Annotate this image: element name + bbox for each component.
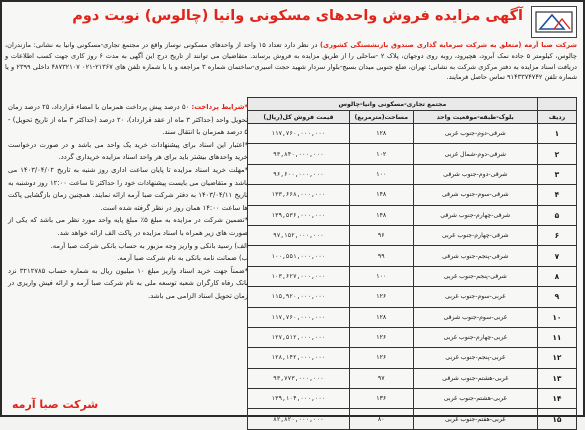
- row-number: ۸: [537, 266, 576, 286]
- table-row: [248, 307, 577, 327]
- row-number: ۱۵: [537, 409, 576, 429]
- row-area: ۱۰۲: [349, 144, 413, 164]
- row-area: ۱۴۸: [349, 205, 413, 225]
- row-area: ۱۰۰: [349, 266, 413, 286]
- row-location: غربی-سوم-جنوب شرقی: [413, 307, 537, 327]
- row-price: ۱۳۳,۶۶۸,۰۰۰,۰۰۰: [248, 185, 350, 205]
- row-number: ۱۳: [537, 368, 576, 388]
- row-price: ۱۳۹,۱۰۴,۰۰۰,۰۰۰: [248, 389, 350, 409]
- table-row: [248, 246, 577, 266]
- row-location: شرقی-چهارم-جنوب غربی: [413, 225, 537, 245]
- row-price: ۱۰۳,۶۲۷,۰۰۰,۰۰۰: [248, 266, 350, 286]
- table-row: [248, 266, 577, 286]
- row-area: ۱۰۰: [349, 164, 413, 184]
- row-price: ۸۲,۸۲۰,۰۰۰,۰۰۰: [248, 409, 350, 429]
- table-row: [248, 164, 577, 184]
- row-number: ۱۱: [537, 327, 576, 347]
- row-area: ۹۶: [349, 225, 413, 245]
- row-area: ۱۳۶: [349, 389, 413, 409]
- row-price: ۹۳,۸۴۰,۰۰۰,۰۰۰: [248, 144, 350, 164]
- row-area: ۱۲۸: [349, 307, 413, 327]
- row-location: غربی-سوم-جنوب غربی: [413, 287, 537, 307]
- row-number: ۱۴: [537, 389, 576, 409]
- row-number: ۷: [537, 246, 576, 266]
- col-price: قیمت فروش کل(ریال): [248, 111, 350, 124]
- company-name: شرکت صبا آرمه (متعلق به شرکت سرمایه گذاری صندوق بازنشستگی کشوری): [320, 41, 577, 49]
- row-location: شرقی-دوم-شمال غربی: [413, 144, 537, 164]
- condition-guarantee: *تضمین شرکت در مزایده به مبلغ ۵٪ مبلغ پایه واحد مورد نظر می باشد که یکی از صورت های زیر همراه با اسناد مزایده در پاکت الف ارائه خواهد شد.: [8, 216, 248, 237]
- row-number: ۱: [537, 124, 576, 144]
- notice-title: آگهی مزایده فروش واحدهای مسکونی وانیا (چالوس) نوبت دوم: [72, 8, 523, 24]
- row-price: ۱۱۵,۹۲۰,۰۰۰,۰۰۰: [248, 287, 350, 307]
- table-row: [248, 205, 577, 225]
- row-area: ۹۷: [349, 368, 413, 388]
- table-row: [248, 389, 577, 409]
- signature: شرکت صبا آرمه: [12, 398, 99, 411]
- table-row: [248, 225, 577, 245]
- row-location: شرقی-پنجم-جنوب غربی: [413, 266, 537, 286]
- row-number: ۹: [537, 287, 576, 307]
- table-row: [248, 368, 577, 388]
- row-location: شرقی-سوم-جنوب شرقی: [413, 185, 537, 205]
- row-location: غربی-هشتم-جنوب غربی: [413, 389, 537, 409]
- table-row: [248, 144, 577, 164]
- col-area: مساحت(مترمربع): [349, 111, 413, 124]
- row-area: ۸۰: [349, 409, 413, 429]
- row-price: ۱۰۰,۵۵۱,۰۰۰,۰۰۰: [248, 246, 350, 266]
- units-table: [247, 97, 577, 430]
- row-price: ۹۶,۶۰۰,۰۰۰,۰۰۰: [248, 164, 350, 184]
- table-row: [248, 409, 577, 429]
- units-table-wrapper: [247, 97, 577, 430]
- col-row: ردیف: [537, 111, 576, 124]
- row-price: ۱۱۷,۷۶۰,۰۰۰,۰۰۰: [248, 307, 350, 327]
- row-price: ۱۲۸,۱۴۲,۰۰۰,۰۰۰: [248, 348, 350, 368]
- row-location: غربی-هفتم-جنوب غربی: [413, 409, 537, 429]
- row-location: شرقی-دوم-جنوب شرقی: [413, 164, 537, 184]
- condition-deadline: *مهلت خرید اسناد مزایده تا پایان ساعت اداری روز شنبه به تاریخ ۱۴۰۳/۰۴/۰۲ می باشد و متقاضیان می بایست پیشنهادات خود را حداکثر تا ساعت ۱۲:۰۰ روز دوشنبه به تاریخ ۱۴۰۳/۰۴/۱۱ به دفتر شرکت صبا آرمه ارائه نمایند. همچنین زمان بازگشایی پاکت ها ساعت ۱۴:۰۰ همان روز در نظر گرفته شده است.: [8, 165, 248, 212]
- table-row: [248, 124, 577, 144]
- row-area: ۱۴۸: [349, 185, 413, 205]
- company-logo: [531, 6, 577, 38]
- payment-terms-label: *شرایط پرداخت:: [191, 103, 248, 111]
- table-row: [248, 287, 577, 307]
- table-row: [248, 348, 577, 368]
- intro-text: در نظر دارد تعداد ۱۵ واحد از واحدهای مسکونی نوساز واقع در مجتمع تجاری-مسکونی وانیا به نشانی: مازندران، چالوس، کیلومتر ۵ جاده نمک آبرود، هچیرود، روبه روی دوجهان، پلاک ۲ -ساحلی را از طریق مزایده به فروش برساند. متقاضیان می توانند از تاریخ درج این آگهی به مدت ۶ روز کاری جهت کسب اطلاعات و دریافت اسناد مزایده به دفتر مرکزی شرکت به نشانی: تهران، ضلع جنوبی میدان بسیج-بلوار سردار شهید حجت اسیری-ساختمان شماره ۳ مراجعه و یا با شماره تلفن های ۲۱۳۶۷-۰۲۱ ۴۸۷۳۲۱۰۷ داخلی ۲۳۹۹ و یا شماره تلفن ۹۱۴۳۳۷۴۷۴۲ تماس حاصل فرمایند.: [5, 41, 578, 82]
- conditions-block: [8, 101, 248, 303]
- row-location: شرقی-چهارم-جنوب شرقی: [413, 205, 537, 225]
- row-number: ۵: [537, 205, 576, 225]
- payment-terms: ۵۰ درصد پیش پرداخت همزمان با امضاء قرارداد، ۲۵ درصد زمان تحویل واحد (حداکثر ۳ ماه از عقد قرارداد)، ۲۰ درصد (حداکثر ۳ ماه از تاریخ تحویل) - ۵ درصد همزمان با انتقال سند.: [8, 103, 248, 137]
- col-location: بلوک-طبقه-موقعیت واحد: [413, 111, 537, 124]
- row-area: ۹۹: [349, 246, 413, 266]
- intro-paragraph: [5, 40, 577, 83]
- table-row: [248, 327, 577, 347]
- row-number: ۱۰: [537, 307, 576, 327]
- row-area: ۱۲۶: [349, 348, 413, 368]
- table-row: [248, 185, 577, 205]
- row-number: ۴: [537, 185, 576, 205]
- row-price: ۱۲۷,۵۱۲,۰۰۰,۰۰۰: [248, 327, 350, 347]
- row-location: شرقی-دوم-جنوب غربی: [413, 124, 537, 144]
- logo-mark-icon: [532, 7, 576, 37]
- guarantee-option-b: ب) ضمانت نامه بانکی به نام شرکت صبا آرمه.: [117, 254, 248, 263]
- units-table-body: [248, 124, 577, 430]
- row-price: ۹۷,۱۵۲,۰۰۰,۰۰۰: [248, 225, 350, 245]
- table-caption: مجتمع تجاری-مسکونی وانیا-چالوس: [248, 98, 538, 111]
- row-location: غربی-هشتم-جنوب شرقی: [413, 368, 537, 388]
- condition-fee: *ضمناً جهت خرید اسناد واریز مبلغ ۱۰ میلیون ریال به شماره حساب ۳۲۱۲۷۸۵ نزد بانک رفاه کارگران شعبه توسعه ملی به نام شرکت صبا آرمه و ارائه فیش واریزی در زمان تحویل اسناد الزامی می باشد.: [8, 266, 248, 300]
- condition-documents: *اعتبار این اسناد برای پیشنهادات خرید یک واحد می باشد و در صورت درخواست خرید واحدهای بیشتر باید برای هر واحد اسناد مزایده خریداری گردد.: [8, 140, 248, 162]
- row-price: ۱۱۷,۷۶۰,۰۰۰,۰۰۰: [248, 124, 350, 144]
- row-area: ۱۲۸: [349, 124, 413, 144]
- row-location: غربی-پنجم-جنوب غربی: [413, 348, 537, 368]
- row-location: غربی-چهارم-جنوب غربی: [413, 327, 537, 347]
- row-number: ۶: [537, 225, 576, 245]
- row-number: ۳: [537, 164, 576, 184]
- row-area: ۱۲۶: [349, 287, 413, 307]
- row-price: ۹۳,۷۷۳,۰۰۰,۰۰۰: [248, 368, 350, 388]
- row-number: ۲: [537, 144, 576, 164]
- row-area: ۱۲۶: [349, 327, 413, 347]
- row-location: شرقی-پنجم-جنوب شرقی: [413, 246, 537, 266]
- row-price: ۱۳۹,۵۳۶,۰۰۰,۰۰۰: [248, 205, 350, 225]
- row-number: ۱۲: [537, 348, 576, 368]
- guarantee-option-a: الف) رسید بانکی و واریز وجه مزبور به حساب بانکی شرکت صبا آرمه.: [50, 241, 248, 250]
